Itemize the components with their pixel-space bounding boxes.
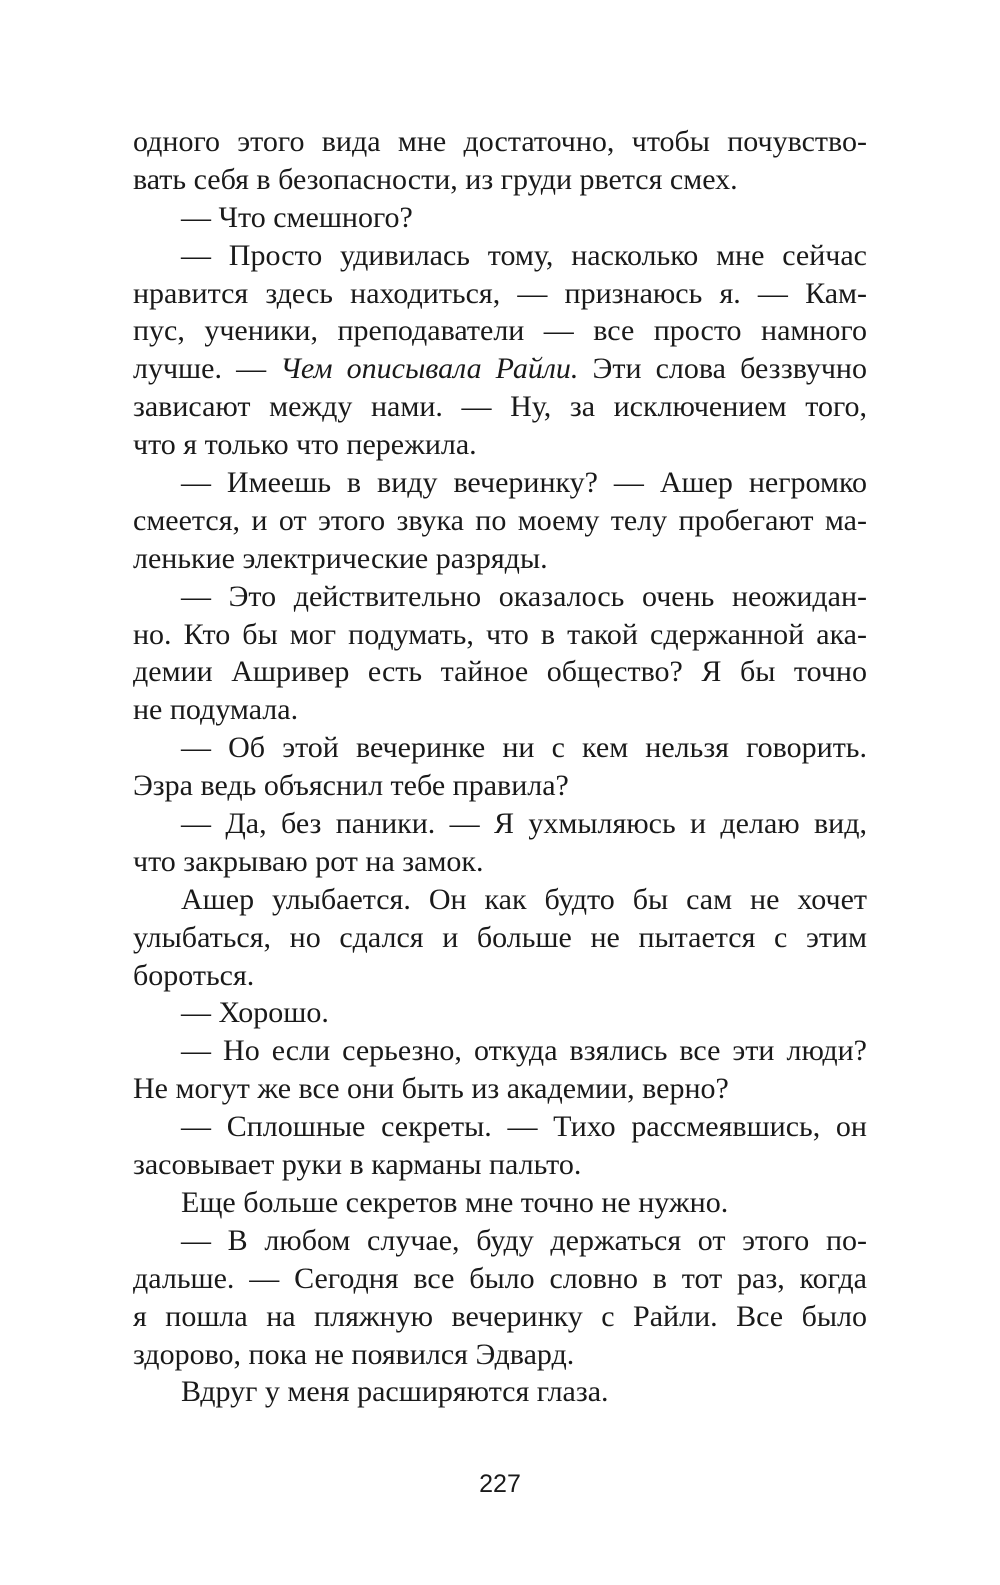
- text-line-27: — Сплошные секреты. — Тихо рассмеявшись, он: [181, 1110, 867, 1144]
- text-line-34: Вдруг у меня расширяются глаза.: [181, 1375, 609, 1409]
- text-line-17: — Об этой вечеринке ни с кем нельзя говорить.: [181, 731, 867, 765]
- text-line-20: что закрываю рот на замок.: [133, 844, 484, 878]
- text-line-24: — Хорошо.: [181, 996, 329, 1030]
- text-line-8: зависают между нами. — Ну, за исключением того,: [133, 390, 867, 424]
- text-line-1: одного этого вида мне достаточно, чтобы почувство-: [133, 125, 867, 158]
- page-number: 227: [479, 1470, 521, 1498]
- text-line-31: дальше. — Сегодня все было словно в тот раз, когда: [133, 1261, 867, 1295]
- text-line-3: — Что смешного?: [181, 200, 413, 234]
- italic-phrase: Чем описывала Райли.: [280, 352, 579, 386]
- text-line-16: не подумала.: [133, 693, 299, 727]
- page-body: [133, 123, 867, 1411]
- text-line-15: демии Ашривер есть тайное общество? Я бы точно: [133, 655, 867, 689]
- text-line-29: Еще больше секретов мне точно не нужно.: [181, 1185, 729, 1219]
- text-line-11: смеется, и от этого звука по моему телу пробегают ма-: [133, 503, 867, 537]
- text-line-2: вать себя в безопасности, из груди рвется смех.: [133, 162, 738, 196]
- text-line-23: бороться.: [133, 958, 255, 992]
- text-line-7-pre: лучше. —: [133, 352, 281, 386]
- text-line-26: Не могут же все они быть из академии, верно?: [133, 1072, 729, 1106]
- text-line-7-post: Эти слова беззвучно: [578, 352, 867, 386]
- text-line-19: — Да, без паники. — Я ухмыляюсь и делаю вид,: [181, 807, 867, 841]
- text-line-21: Ашер улыбается. Он как будто бы сам не хочет: [181, 882, 867, 916]
- text-line-33: здорово, пока не появился Эдвард.: [133, 1337, 575, 1371]
- text-line-12: ленькие электрические разряды.: [133, 541, 548, 575]
- text-line-9: что я только что пережила.: [133, 428, 477, 462]
- text-line-18: Эзра ведь объяснил тебе правила?: [133, 769, 569, 803]
- text-line-30: — В любом случае, буду держаться от этого по-: [181, 1223, 867, 1257]
- text-line-32: я пошла на пляжную вечеринку с Райли. Все было: [133, 1299, 867, 1333]
- text-line-5: нравится здесь находиться, — признаюсь я. — Кам-: [133, 276, 867, 310]
- text-line-22: улыбаться, но сдался и больше не пытается с этим: [133, 920, 867, 954]
- text-line-7: [133, 350, 867, 388]
- text-line-13: — Это действительно оказалось очень неожидан-: [181, 579, 867, 613]
- text-line-28: засовывает руки в карманы пальто.: [133, 1148, 582, 1182]
- text-line-4: — Просто удивилась тому, насколько мне сейчас: [181, 238, 867, 272]
- text-line-6: пус, ученики, преподаватели — все просто намного: [133, 314, 867, 348]
- text-line-10: — Имеешь в виду вечеринку? — Ашер негромко: [181, 466, 867, 500]
- text-line-25: — Но если серьезно, откуда взялись все эти люди?: [181, 1034, 867, 1068]
- text-line-14: но. Кто бы мог подумать, что в такой сдержанной ака-: [133, 617, 867, 651]
